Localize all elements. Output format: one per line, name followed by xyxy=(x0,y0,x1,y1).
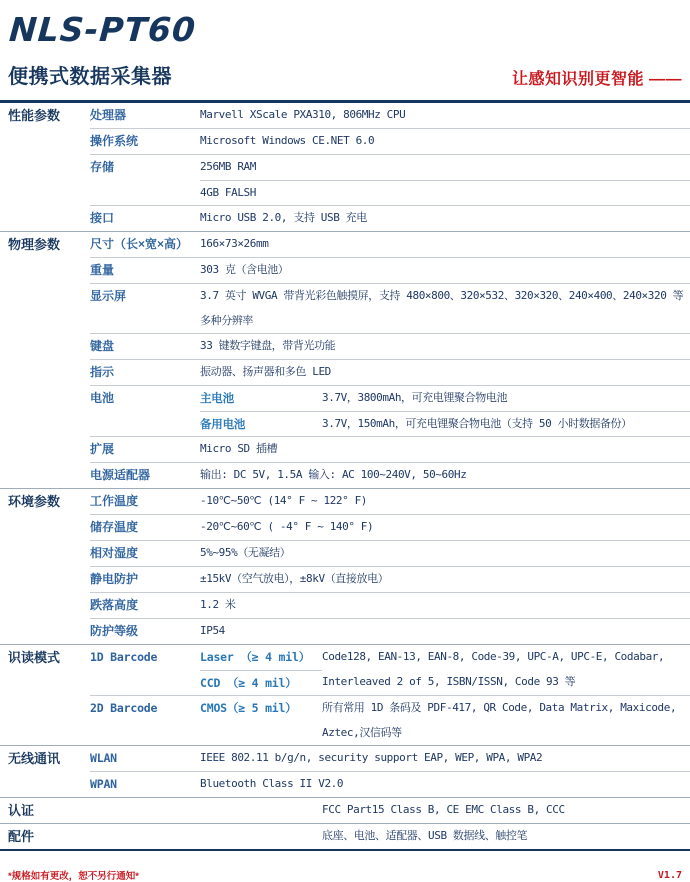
sub-row xyxy=(200,670,322,696)
table-row xyxy=(90,489,690,514)
attr-value: 所有常用 1D 条码及 PDF-417, QR Code, Data Matrix, Maxicode, Aztec,汉信码等 xyxy=(322,701,677,739)
attr-label: WLAN xyxy=(90,751,117,765)
section-label: 物理参数 xyxy=(8,237,61,252)
sub-row xyxy=(200,411,690,437)
value-line xyxy=(200,180,690,206)
table-row xyxy=(90,462,690,488)
page-footer xyxy=(0,851,690,882)
attr-value: 256MB RAM xyxy=(200,160,257,173)
attr-label: 1D Barcode xyxy=(90,650,158,664)
attr-label: 工作温度 xyxy=(90,494,139,508)
attr-label: 储存温度 xyxy=(90,520,139,534)
table-row xyxy=(90,359,690,385)
attr-label: 操作系统 xyxy=(90,134,139,148)
table-row xyxy=(90,103,690,128)
section-label: 配件 xyxy=(8,829,35,844)
version-label: V1.7 xyxy=(657,869,682,881)
spec-table xyxy=(0,103,690,851)
section-wireless xyxy=(0,745,690,797)
attr-value: Marvell XScale PXA310, 806MHz CPU xyxy=(200,108,406,121)
product-model-title: NLS-PT60 xyxy=(7,10,198,49)
attr-label: 显示屏 xyxy=(90,289,127,303)
attr-value: 33 键数字键盘，带背光功能 xyxy=(200,339,336,352)
attr-label: 相对湿度 xyxy=(90,546,139,560)
attr-label: 存储 xyxy=(90,160,115,174)
subtitle-row xyxy=(8,60,682,89)
attr-value: Micro USB 2.0, 支持 USB 充电 xyxy=(200,211,367,224)
table-row xyxy=(90,436,690,462)
table-row xyxy=(90,333,690,359)
attr-label: WPAN xyxy=(90,777,117,791)
section-performance xyxy=(0,103,690,231)
attr-value: IP54 xyxy=(200,624,225,637)
table-row-2d-barcode xyxy=(90,695,690,745)
attr-value: -10℃~50℃ (14° F ~ 122° F) xyxy=(200,494,368,507)
section-scanning xyxy=(0,644,690,745)
table-row xyxy=(90,283,690,333)
attr-label: 接口 xyxy=(90,211,115,225)
attr-value: 166×73×26mm xyxy=(200,237,269,250)
attr-label: 扩展 xyxy=(90,442,115,456)
brand-tagline: 让感知识别更智能 —— xyxy=(512,71,682,88)
sub-label: Laser （≥ 4 mil） xyxy=(200,650,311,664)
attr-value: 输出: DC 5V, 1.5A 输入: AC 100~240V, 50~60Hz xyxy=(200,468,467,481)
section-label: 性能参数 xyxy=(8,108,61,123)
table-row xyxy=(90,798,690,823)
attr-value: 3.7 英寸 WVGA 带背光彩色触摸屏，支持 480×800、320×532、320×320、240×400、240×320 等多种分辨率 xyxy=(200,289,684,327)
section-label: 无线通讯 xyxy=(8,751,61,766)
attr-label: 2D Barcode xyxy=(90,701,158,715)
table-row xyxy=(90,154,690,205)
attr-label: 防护等级 xyxy=(90,624,139,638)
table-row-battery xyxy=(90,385,690,436)
attr-label: 尺寸（长×宽×高） xyxy=(90,237,189,251)
attr-label: 电源适配器 xyxy=(90,468,151,482)
table-row xyxy=(90,771,690,797)
table-row xyxy=(90,592,690,618)
attr-value: 底座、电池、适配器、USB 数据线、触控笔 xyxy=(322,829,528,842)
attr-value: -20℃~60℃ ( -4° F ~ 140° F) xyxy=(200,520,374,533)
attr-value: Microsoft Windows CE.NET 6.0 xyxy=(200,134,375,147)
attr-label: 静电防护 xyxy=(90,572,139,586)
section-label: 认证 xyxy=(8,803,35,818)
table-row xyxy=(90,232,690,257)
attr-value: Bluetooth Class II V2.0 xyxy=(200,777,344,790)
table-row xyxy=(90,618,690,644)
table-row xyxy=(90,566,690,592)
attr-value: FCC Part15 Class B, CE EMC Class B, CCC xyxy=(322,803,565,816)
spec-change-note: *规格如有更改，恕不另行通知* xyxy=(8,871,139,882)
section-label: 环境参数 xyxy=(8,494,61,509)
attr-label: 指示 xyxy=(90,365,115,379)
sub-label: 备用电池 xyxy=(200,416,246,431)
attr-value: Micro SD 插槽 xyxy=(200,442,278,455)
table-row xyxy=(90,257,690,283)
attr-value: ±15kV（空气放电），±8kV（直接放电） xyxy=(200,572,389,585)
page-header xyxy=(0,0,690,89)
attr-label: 处理器 xyxy=(90,108,127,122)
attr-value: 303 克（含电池） xyxy=(200,263,289,276)
sub-row xyxy=(200,386,690,411)
attr-label: 键盘 xyxy=(90,339,115,353)
attr-label: 电池 xyxy=(90,391,115,405)
sub-label: 主电池 xyxy=(200,391,234,405)
section-physical xyxy=(0,231,690,488)
table-row xyxy=(90,514,690,540)
sub-label: CMOS（≥ 5 mil） xyxy=(200,701,297,715)
value-line xyxy=(200,155,690,180)
table-row xyxy=(90,128,690,154)
product-name: 便携式数据采集器 xyxy=(8,66,172,88)
section-accessories xyxy=(0,823,690,849)
sub-row xyxy=(200,645,322,670)
attr-value: Code128, EAN-13, EAN-8, Code-39, UPC-A, UPC-E, Codabar, Interleaved 2 of 5, ISBN/ISSN, Code 93 等 xyxy=(322,650,665,688)
attr-value: IEEE 802.11 b/g/n, security support EAP, WEP, WPA, WPA2 xyxy=(200,751,543,764)
section-label: 识读模式 xyxy=(8,650,61,665)
section-certification xyxy=(0,797,690,823)
table-row-1d-barcode xyxy=(90,645,690,695)
attr-value: 3.7V，150mAh，可充电锂聚合物电池（支持 50 小时数据备份） xyxy=(322,416,632,430)
sub-label: CCD （≥ 4 mil） xyxy=(200,675,297,690)
section-environment xyxy=(0,488,690,644)
attr-value: 3.7V，3800mAh，可充电锂聚合物电池 xyxy=(322,391,508,404)
attr-value: 振动器、扬声器和多色 LED xyxy=(200,365,331,378)
attr-label: 跌落高度 xyxy=(90,598,139,612)
attr-value: 5%~95%（无凝结） xyxy=(200,546,291,559)
attr-label: 重量 xyxy=(90,263,115,277)
table-row xyxy=(90,746,690,771)
table-row xyxy=(90,205,690,231)
table-row xyxy=(90,824,690,849)
attr-value: 4GB FALSH xyxy=(200,185,257,199)
table-row xyxy=(90,540,690,566)
attr-value: 1.2 米 xyxy=(200,598,236,611)
